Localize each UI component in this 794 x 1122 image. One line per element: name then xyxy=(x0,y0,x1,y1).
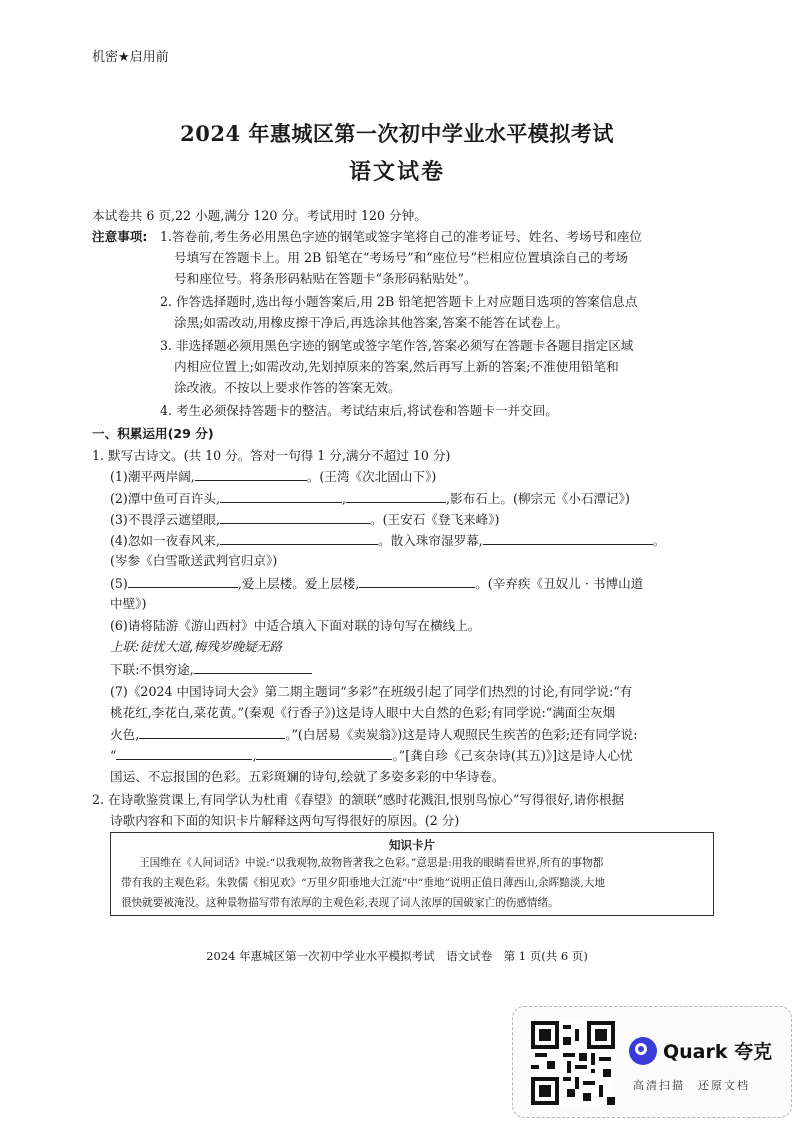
answer-blank xyxy=(195,466,307,481)
quark-scan-badge[interactable] xyxy=(512,1006,792,1118)
note-line: 号和座位号。将条形码粘贴在答题卡“条形码粘贴处”。 xyxy=(174,271,477,286)
subject-title: 语文试卷 xyxy=(348,160,445,185)
answer-blank xyxy=(359,573,475,588)
q1-item-6: (6)请将陆游《游山西村》中适合填入下面对联的诗句写在横线上。 xyxy=(110,618,481,633)
q1-item-7-line: 桃花红,李花白,菜花黄。”(秦观《行香子》)这是诗人眼中大自然的色彩;有同学说:“满面尘灰烟 xyxy=(110,705,616,720)
q1-item-3: (3)不畏浮云遮望眼, 。(王安石《登飞来峰》) xyxy=(110,509,499,530)
answer-blank xyxy=(194,659,312,674)
answer-blank xyxy=(139,724,285,739)
q1-item-7-line: “ , 。”[龚自珍《己亥杂诗(其五)》]这是诗人心忧 xyxy=(110,745,633,766)
q1-item-4: (4)忽如一夜春风来, 。散入珠帘湿罗幕, 。 xyxy=(110,530,665,551)
exam-intro: 本试卷共 6 页,22 小题,满分 120 分。考试用时 120 分钟。 xyxy=(92,208,427,223)
note-line: 号填写在答题卡上。用 2B 铅笔在“考场号”和“座位号”栏相应位置填涂自己的考场 xyxy=(174,250,629,265)
notes-label: 注意事项: xyxy=(92,229,148,244)
note-line: 涂改液。不按以上要求作答的答案无效。 xyxy=(174,380,401,395)
note-line: 2. 作答选择题时,选出每小题答案后,用 2B 铅笔把答题卡上对应题目选项的答案信息点 xyxy=(160,294,638,309)
note-line: 4. 考生必须保持答题卡的整洁。考试结束后,将试卷和答题卡一并交回。 xyxy=(160,403,558,418)
couplet-upper: 上联:徒忧大道,梅残岁晚疑无路 xyxy=(110,639,282,654)
answer-blank xyxy=(220,509,370,524)
note-line: 3. 非选择题必须用黑色字迹的钢笔或签字笔作答,答案必须写在答题卡各题目指定区域 xyxy=(160,338,634,353)
question-2-stem: 诗歌内容和下面的知识卡片解释这两句写得很好的原因。(2 分) xyxy=(110,813,460,828)
knowledge-card-line: 王国维在《人间词话》中说:“以我观物,故物皆著我之色彩。”意思是:用我的眼睛看世界,所有的事物都 xyxy=(139,857,604,869)
q1-item-2: (2)潭中鱼可百许头, , ,影布石上。(柳宗元《小石潭记》) xyxy=(110,488,630,509)
exam-title: 2024 年惠城区第一次初中学业水平模拟考试 xyxy=(180,121,614,146)
answer-blank xyxy=(128,573,238,588)
knowledge-card-line: 很快就要被淹没。这种景物描写带有浓厚的主观色彩,表现了词人浓厚的国破家亡的伤感情绪。 xyxy=(121,897,559,909)
question-2-stem: 2. 在诗歌鉴赏课上,有同学认为杜甫《春望》的颔联“感时花溅泪,恨别鸟惊心”写得很好,请你根据 xyxy=(92,792,625,807)
q1-item-7-line: 火色, 。”(白居易《卖炭翁》)这是诗人观照民生疾苦的色彩;还有同学说: xyxy=(110,724,637,745)
answer-blank xyxy=(220,488,342,503)
question-1-stem: 1. 默写古诗文。(共 10 分。答对一句得 1 分,满分不超过 10 分) xyxy=(92,448,451,463)
answer-blank xyxy=(220,530,378,545)
note-line: 涂黑;如需改动,用橡皮擦干净后,再选涂其他答案,答案不能答在试卷上。 xyxy=(174,315,569,330)
quark-logo-icon xyxy=(629,1037,657,1065)
answer-blank xyxy=(116,745,252,760)
note-line: 内相应位置上;如需改动,先划掉原来的答案,然后再写上新的答案;不准使用铅笔和 xyxy=(174,359,619,374)
q1-item-7-line: (7)《2024 中国诗词大会》第二期主题词“多彩”在班级引起了同学们热烈的讨论,有同学说:“有 xyxy=(110,684,633,699)
couplet-lower: 下联:不惧穷途, xyxy=(110,659,312,680)
answer-blank xyxy=(483,530,653,545)
answer-blank xyxy=(256,745,392,760)
qr-code-icon xyxy=(531,1021,615,1105)
q1-item-5: (5) ,爱上层楼。爱上层楼, 。(辛弃疾《丑奴儿 · 书博山道 xyxy=(110,573,643,594)
answer-blank xyxy=(346,488,446,503)
knowledge-card xyxy=(110,832,714,916)
note-line: 1.答卷前,考生务必用黑色字迹的钢笔或签字笔将自己的准考证号、姓名、考场号和座位 xyxy=(160,229,642,244)
q1-item-5-source: 中壁》) xyxy=(110,596,147,611)
knowledge-card-title: 知识卡片 xyxy=(389,838,435,852)
page-footer: 2024 年惠城区第一次初中学业水平模拟考试 语文试卷 第 1 页(共 6 页) xyxy=(206,949,588,963)
q1-item-1: (1)潮平两岸阔, 。(王湾《次北固山下》) xyxy=(110,466,436,487)
q1-item-7-line: 国运、不忘报国的色彩。五彩斑斓的诗句,绘就了多姿多彩的中华诗卷。 xyxy=(110,769,505,784)
quark-brand: Quark 夸克 xyxy=(663,1041,773,1063)
q1-item-4-source: (岑参《白雪歌送武判官归京》) xyxy=(110,553,278,568)
section-heading: 一、积累运用(29 分) xyxy=(92,426,214,441)
confidential-label: 机密★启用前 xyxy=(92,50,169,65)
quark-subtitle: 高清扫描 还原文档 xyxy=(633,1079,750,1092)
knowledge-card-line: 带有我的主观色彩。朱敦儒《相见欢》“万里夕阳垂地大江流”中“垂地”说明正值日薄西山,余晖黯淡,大地 xyxy=(121,877,605,889)
